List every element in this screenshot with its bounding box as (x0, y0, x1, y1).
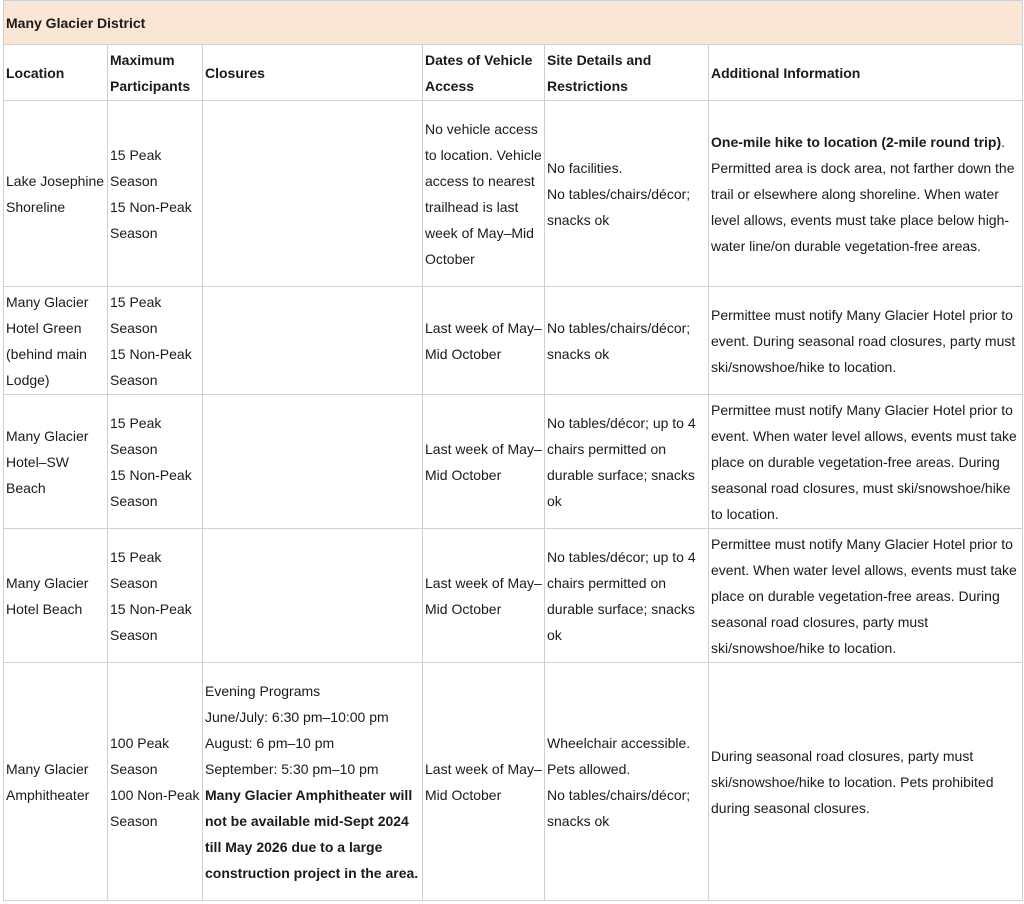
cell-max-participants (108, 101, 203, 287)
table-row (4, 287, 1023, 395)
cell-closures (203, 395, 423, 529)
closures-line: September: 5:30 pm–10 pm (205, 760, 379, 777)
max-nonpeak: 15 Non-Peak Season (110, 345, 192, 388)
max-peak: 15 Peak Season (110, 414, 162, 457)
site-line: No tables/chairs/décor; snacks ok (547, 185, 691, 228)
cell-site-details: No tables/décor; up to 4 chairs permitted on durable surface; snacks ok (545, 395, 709, 529)
header-location: Location (4, 45, 108, 101)
cell-location: Lake Josephine Shoreline (4, 101, 108, 287)
cell-location: Many Glacier Amphitheater (4, 663, 108, 901)
max-peak: 100 Peak Season (110, 734, 170, 777)
cell-max-participants (108, 395, 203, 529)
header-dates-access: Dates of Vehicle Access (423, 45, 545, 101)
cell-location: Many Glacier Hotel–SW Beach (4, 395, 108, 529)
max-nonpeak: 100 Non-Peak Season (110, 786, 200, 829)
closures-title: Evening Programs (205, 682, 321, 699)
cell-additional-info: Permittee must notify Many Glacier Hotel prior to event. When water level allows, events must take place on durable vegetation-free areas. During seasonal road closures, must ski/snowshoe/hike to location. (709, 395, 1023, 529)
cell-location: Many Glacier Hotel Green (behind main Lodge) (4, 287, 108, 395)
cell-location: Many Glacier Hotel Beach (4, 529, 108, 663)
table-row (4, 663, 1023, 901)
cell-site-details: No tables/chairs/décor; snacks ok (545, 287, 709, 395)
info-bold: One-mile hike to location (2-mile round trip) (711, 133, 1002, 150)
table-row (4, 101, 1023, 287)
cell-closures (203, 287, 423, 395)
max-peak: 15 Peak Season (110, 146, 162, 189)
max-peak: 15 Peak Season (110, 548, 162, 591)
header-site-details: Site Details and Restrictions (545, 45, 709, 101)
max-nonpeak: 15 Non-Peak Season (110, 198, 192, 241)
cell-max-participants (108, 529, 203, 663)
site-line: No tables/chairs/décor; snacks ok (547, 786, 691, 829)
cell-additional-info (709, 101, 1023, 287)
max-peak: 15 Peak Season (110, 293, 162, 336)
closures-line: June/July: 6:30 pm–10:00 pm (205, 708, 389, 725)
cell-dates-access: Last week of May–Mid October (423, 663, 545, 901)
site-line: Pets allowed. (547, 760, 631, 777)
cell-closures (203, 101, 423, 287)
header-max-participants: Maximum Participants (108, 45, 203, 101)
cell-max-participants (108, 663, 203, 901)
table-row (4, 395, 1023, 529)
cell-site-details: No tables/décor; up to 4 chairs permitted on durable surface; snacks ok (545, 529, 709, 663)
header-closures: Closures (203, 45, 423, 101)
cell-closures (203, 663, 423, 901)
site-line: No facilities. (547, 159, 623, 176)
cell-additional-info: Permittee must notify Many Glacier Hotel prior to event. When water level allows, events must take place on durable vegetation-free areas. During seasonal road closures, party must ski/snowshoe/hike to location. (709, 529, 1023, 663)
closures-line: August: 6 pm–10 pm (205, 734, 335, 751)
district-header-row (4, 1, 1023, 45)
cell-dates-access: Last week of May–Mid October (423, 395, 545, 529)
column-header-row (4, 45, 1023, 101)
table-row (4, 529, 1023, 663)
cell-site-details (545, 101, 709, 287)
max-nonpeak: 15 Non-Peak Season (110, 466, 192, 509)
district-title: Many Glacier District (4, 1, 1023, 45)
cell-additional-info: Permittee must notify Many Glacier Hotel prior to event. During seasonal road closures, party must ski/snowshoe/hike to location. (709, 287, 1023, 395)
cell-dates-access: No vehicle access to location. Vehicle access to nearest trailhead is last week of May–Mid October (423, 101, 545, 287)
cell-additional-info: During seasonal road closures, party must ski/snowshoe/hike to location. Pets prohibited during seasonal closures. (709, 663, 1023, 901)
cell-closures (203, 529, 423, 663)
cell-max-participants (108, 287, 203, 395)
closures-notice: Many Glacier Amphitheater will not be available mid-Sept 2024 till May 2026 due to a large construction project in the area. (205, 786, 419, 881)
cell-dates-access: Last week of May–Mid October (423, 287, 545, 395)
site-line: Wheelchair accessible. (547, 734, 691, 751)
cell-dates-access: Last week of May–Mid October (423, 529, 545, 663)
info-text: . Permitted area is dock area, not farther down the trail or elsewhere along shoreline. When water level allows, events must take place below high-water line/on durable vegetation-free areas. (711, 133, 1015, 254)
permit-sites-table (3, 0, 1023, 901)
header-additional-info: Additional Information (709, 45, 1023, 101)
cell-site-details (545, 663, 709, 901)
max-nonpeak: 15 Non-Peak Season (110, 600, 192, 643)
